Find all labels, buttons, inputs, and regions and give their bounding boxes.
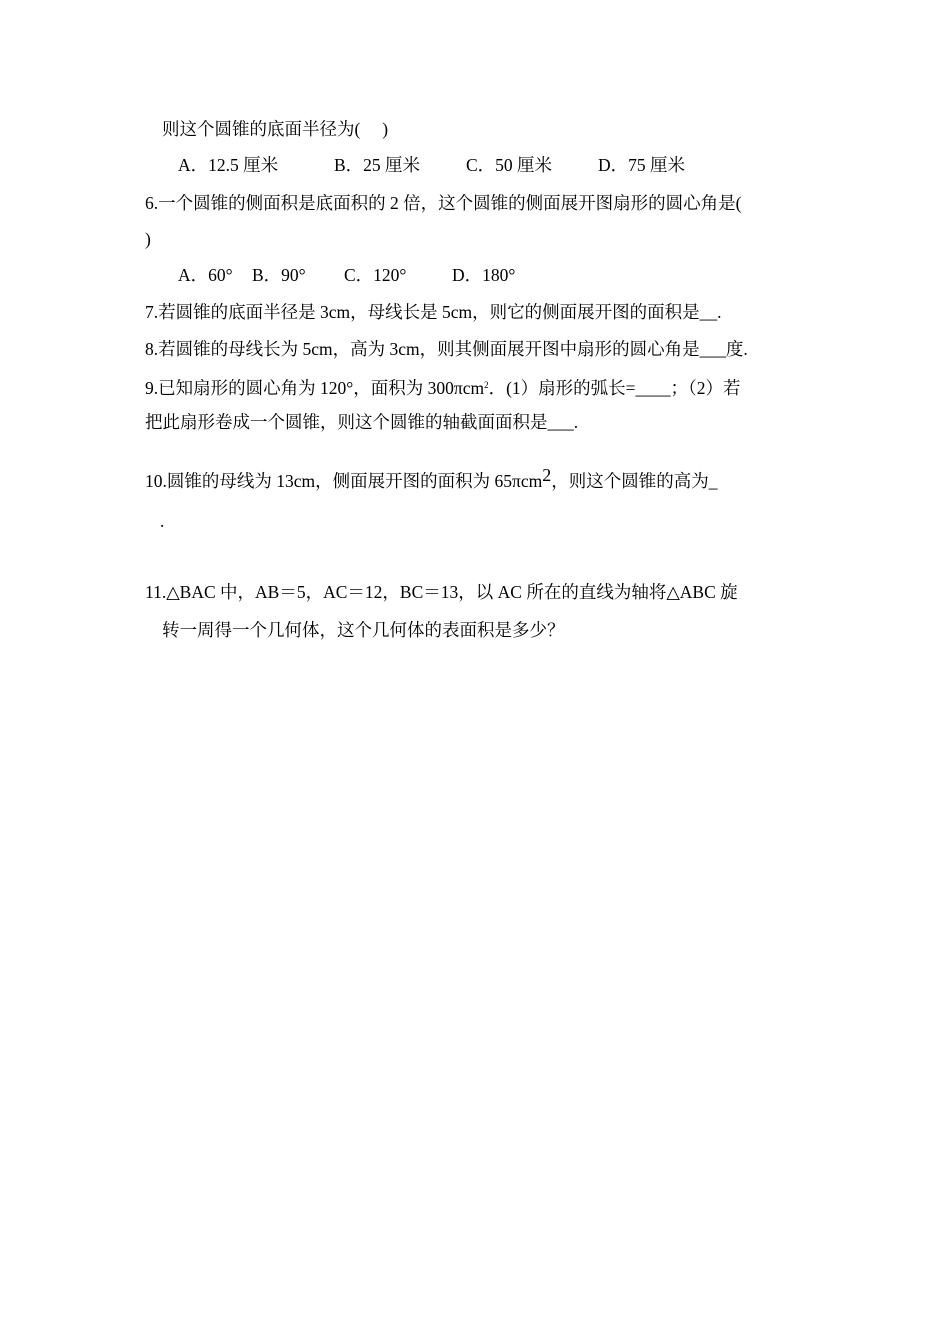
q6-option-a: A．60° bbox=[178, 265, 233, 285]
q9-line1 bbox=[145, 374, 741, 399]
q6-stem-line1: 6.一个圆锥的侧面积是底面积的 2 倍，这个圆锥的侧面展开图扇形的圆心角是( bbox=[145, 193, 742, 213]
q7-blank: __ bbox=[699, 302, 718, 322]
q8-line bbox=[145, 338, 748, 360]
q5-option-a: A．12.5 厘米 bbox=[178, 155, 279, 175]
q6-option-b: B．90° bbox=[252, 265, 306, 285]
q9-line2 bbox=[145, 411, 578, 433]
q10-part2: ，则这个圆锥的高为 bbox=[551, 471, 709, 491]
q5-option-d: D．75 厘米 bbox=[598, 155, 686, 175]
q6-stem-line2: ) bbox=[145, 229, 151, 249]
q10-superscript: 2 bbox=[542, 465, 552, 485]
q9-superscript: 2 bbox=[484, 380, 489, 390]
q6-option-c: C．120° bbox=[344, 265, 407, 285]
q9-blank1: ____ bbox=[635, 378, 671, 398]
q8-blank: ___ bbox=[699, 339, 726, 359]
q7-end: . bbox=[717, 302, 722, 322]
q9-line2-text: 把此扇形卷成一个圆锥，则这个圆锥的轴截面面积是 bbox=[145, 412, 548, 432]
q6-option-d: D．180° bbox=[452, 265, 516, 285]
q11-line1: 11.△BAC 中，AB＝5，AC＝12，BC＝13，以 AC 所在的直线为轴将△ABC 旋 bbox=[145, 582, 738, 602]
q10-blank: _ bbox=[708, 471, 718, 491]
q5-option-c: C．50 厘米 bbox=[466, 155, 553, 175]
q7-text: 7.若圆锥的底面半径是 3cm，母线长是 5cm，则它的侧面展开图的面积是 bbox=[145, 302, 700, 322]
q10-line1 bbox=[145, 464, 717, 492]
q10-line2: . bbox=[160, 511, 165, 531]
q9-blank2: ___. bbox=[547, 412, 579, 432]
q8-text: 8.若圆锥的母线长为 5cm，高为 3cm，则其侧面展开图中扇形的圆心角是 bbox=[145, 339, 700, 359]
q9-part3: ；（2）若 bbox=[670, 378, 741, 398]
q7-line bbox=[145, 301, 722, 323]
q5-option-b: B．25 厘米 bbox=[334, 155, 421, 175]
q9-part1: 9.已知扇形的圆心角为 120°，面积为 300πcm bbox=[145, 378, 485, 398]
q10-part1: 10.圆锥的母线为 13cm，侧面展开图的面积为 65πcm bbox=[145, 471, 543, 491]
q5-stem-continuation: 则这个圆锥的底面半径为( ) bbox=[162, 119, 389, 139]
q9-part2: ．(1）扇形的弧长= bbox=[488, 378, 636, 398]
q11-line2: 转一周得一个几何体，这个几何体的表面积是多少？ bbox=[162, 620, 565, 640]
q8-end: 度. bbox=[725, 339, 748, 359]
